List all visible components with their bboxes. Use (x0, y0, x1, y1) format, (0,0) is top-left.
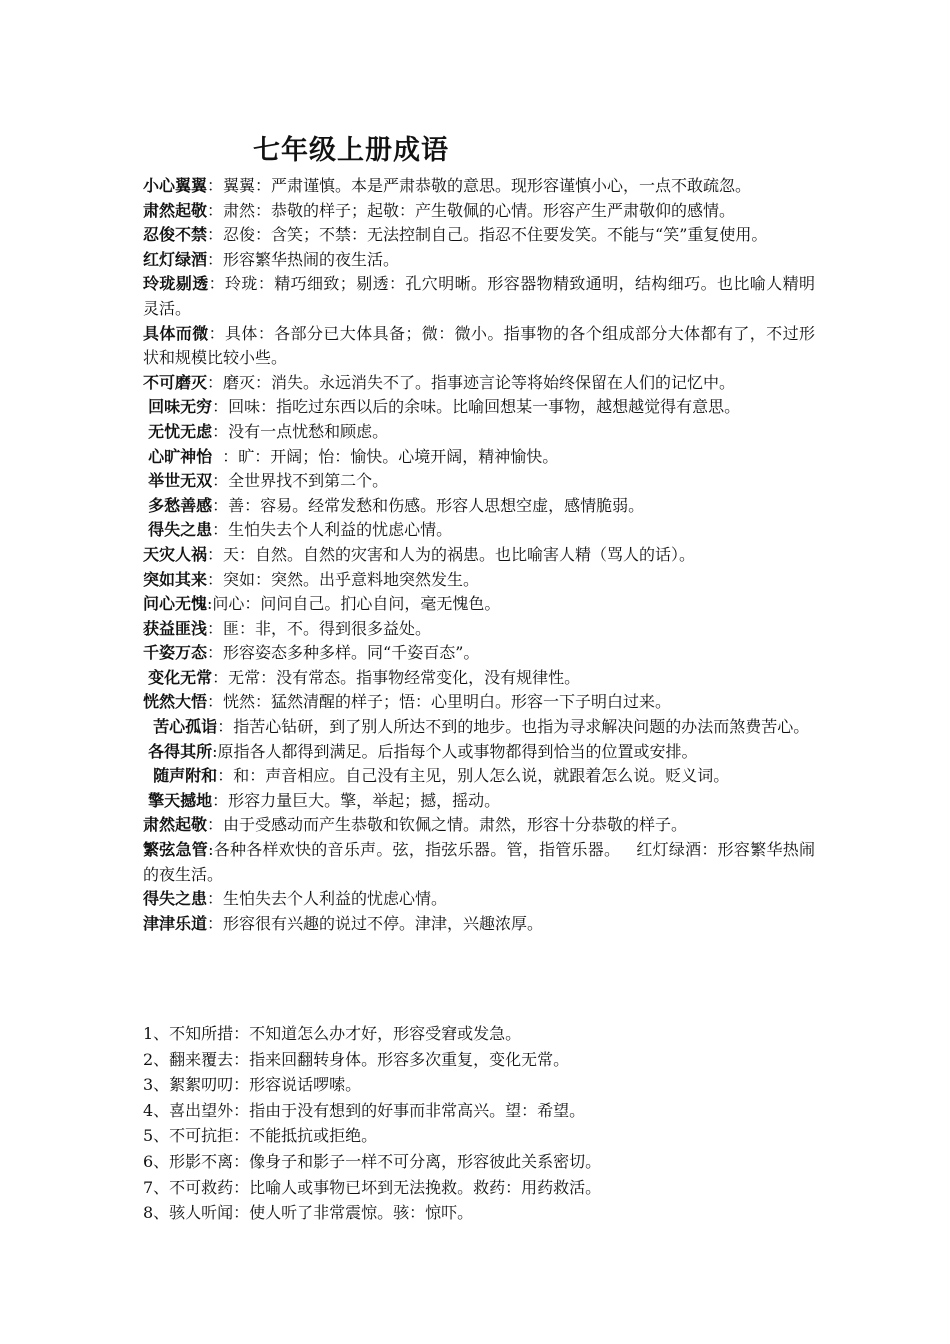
idiom-term: 获益匪浅 (143, 618, 208, 638)
numbered-idiom-list (143, 1021, 815, 1226)
idiom-definition: 旷：开阔；怡：愉快。心境开阔，精神愉快。 (238, 446, 559, 466)
idiom-definition: 形容力量巨大。擎，举起；撼，摇动。 (228, 790, 501, 810)
idiom-term: 红灯绿酒 (143, 249, 208, 269)
idiom-entry (143, 174, 815, 199)
term-separator: ： (207, 618, 224, 638)
idiom-entry (143, 518, 815, 543)
idiom-entry (143, 469, 815, 494)
idiom-entry (143, 223, 815, 248)
idiom-definition: 形容姿态多种多样。同“千姿百态”。 (223, 643, 480, 663)
idiom-entry (143, 813, 815, 838)
idiom-entry (143, 641, 815, 666)
idiom-entry (143, 690, 815, 715)
idiom-term: 随声附和 (153, 766, 218, 786)
term-separator: ： (207, 544, 224, 564)
numbered-idiom-item: 2、翻来覆去：指来回翻转身体。形容多次重复，变化无常。 (143, 1049, 570, 1069)
idiom-definition: 指苦心钻研，到了别人所达不到的地步。也指为寻求解决问题的办法而煞费苦心。 (233, 717, 810, 737)
idiom-definition: 磨灭：消失。永远消失不了。指事迹言论等将始终保留在人们的记忆中。 (223, 372, 736, 392)
idiom-entry (143, 445, 815, 470)
idiom-term: 苦心孤诣 (153, 717, 218, 737)
idiom-entry (143, 494, 815, 519)
idiom-term: 具体而微 (143, 323, 209, 343)
idiom-definition: 忍俊：含笑；不禁：无法控制自己。指忍不住要发笑。不能与“笑”重复使用。 (223, 225, 768, 245)
term-separator: ： (207, 225, 224, 245)
idiom-entry (143, 199, 815, 224)
idiom-entry (143, 617, 815, 642)
idiom-term: 心旷神怡 (148, 446, 213, 466)
idiom-term: 肃然起敬 (143, 815, 208, 835)
term-separator: ： (212, 421, 229, 441)
idiom-entry (143, 568, 815, 593)
idiom-definition: 玲珑：精巧细致；剔透：孔穴明晰。形容器物精致通明，结构细巧。也比喻人精明灵活。 (143, 274, 815, 318)
idiom-entry (143, 666, 815, 691)
term-separator: ： (217, 766, 234, 786)
idiom-definition: 恍然：猛然清醒的样子；悟：心里明白。形容一下子明白过来。 (223, 692, 672, 712)
term-separator: ： (207, 692, 224, 712)
idiom-entry (143, 395, 815, 420)
term-separator: ： (207, 249, 224, 269)
idiom-definition: 具体：各部分已大体具备；微：微小。指事物的各个组成部分大体都有了，不过形状和规模比较小些。 (143, 323, 815, 368)
term-separator: : (208, 840, 214, 860)
idiom-term: 举世无双 (148, 471, 213, 491)
term-separator: ： (212, 495, 229, 515)
idiom-term: 多愁善感 (148, 495, 213, 515)
idiom-entry (143, 740, 815, 765)
numbered-idiom-item: 7、不可救药：比喻人或事物已坏到无法挽救。救药：用药救活。 (143, 1177, 602, 1197)
idiom-list (143, 174, 815, 936)
idiom-definition: 原指各人都得到满足。后指每个人或事物都得到恰当的位置或安排。 (217, 741, 698, 761)
numbered-idiom-item: 1、不知所措：不知道怎么办才好，形容受窘或发急。 (143, 1024, 522, 1043)
term-separator: ： (212, 667, 229, 687)
numbered-idiom-item: 6、形影不离：像身子和影子一样不可分离，形容彼此关系密切。 (143, 1151, 602, 1171)
idiom-entry (143, 838, 815, 887)
numbered-idiom-item: 4、喜出望外：指由于没有想到的好事而非常高兴。望：希望。 (143, 1100, 586, 1120)
idiom-definition: 形容很有兴趣的说过不停。津津，兴趣浓厚。 (223, 913, 544, 933)
idiom-definition: 无常：没有常态。指事物经常变化，没有规律性。 (228, 667, 581, 687)
idiom-term: 回味无穷 (148, 397, 213, 417)
idiom-term: 各得其所 (148, 741, 213, 761)
idiom-term: 忍俊不禁 (143, 225, 208, 245)
numbered-idiom-item: 8、骇人听闻：使人听了非常震惊。骇：惊吓。 (143, 1203, 474, 1223)
idiom-entry (143, 322, 815, 371)
idiom-entry (143, 887, 815, 912)
term-separator: ： (208, 274, 226, 294)
term-separator: ： (212, 397, 229, 417)
idiom-entry (143, 371, 815, 396)
page-title: 七年级上册成语 (253, 135, 449, 166)
idiom-definition: 善：容易。经常发愁和伤感。形容人思想空虚，感情脆弱。 (228, 495, 645, 515)
idiom-term: 突如其来 (143, 569, 208, 589)
idiom-definition: 形容繁华热闹的夜生活。 (223, 249, 400, 269)
term-separator: ： (207, 372, 224, 392)
term-separator: ： (212, 471, 229, 491)
idiom-term: 问心无愧 (143, 594, 208, 614)
idiom-term: 玲珑剔透 (143, 274, 209, 294)
term-separator: ： (207, 176, 224, 195)
term-separator: : (207, 594, 213, 614)
idiom-definition: 和：声音相应。自己没有主见，别人怎么说，就跟着怎么说。贬义词。 (233, 766, 730, 786)
idiom-entry (143, 272, 815, 321)
term-separator: ： (212, 520, 229, 540)
term-separator: ： (212, 790, 229, 810)
term-separator: ： (207, 815, 224, 835)
idiom-definition: 匪：非，不。得到很多益处。 (223, 618, 432, 638)
idiom-term: 不可磨灭 (143, 372, 208, 392)
numbered-idiom-item: 5、不可抗拒：不能抵抗或拒绝。 (143, 1126, 378, 1146)
term-separator: ： (207, 200, 224, 220)
idiom-entry (143, 764, 815, 789)
idiom-definition: 生怕失去个人利益的忧虑心情。 (228, 520, 453, 540)
idiom-definition: 没有一点忧愁和顾虑。 (228, 421, 389, 441)
term-separator: ： (208, 323, 226, 343)
idiom-definition: 全世界找不到第二个。 (228, 471, 389, 491)
idiom-term: 擎天撼地 (148, 790, 213, 810)
idiom-entry (143, 248, 815, 273)
idiom-entry (143, 715, 815, 740)
idiom-definition: 生怕失去个人利益的忧虑心情。 (223, 889, 448, 909)
term-separator: ： (207, 913, 224, 933)
idiom-definition: 回味：指吃过东西以后的余味。比喻回想某一事物，越想越觉得有意思。 (228, 397, 741, 417)
idiom-term: 无忧无虑 (148, 421, 213, 441)
idiom-term: 得失之患 (143, 889, 208, 909)
idiom-entry (143, 543, 815, 568)
entry-indent (143, 766, 153, 785)
entry-indent (143, 717, 153, 736)
idiom-definition: 问心：问问自己。扪心自问，毫无愧色。 (212, 594, 501, 614)
idiom-definition: 天：自然。自然的灾害和人为的祸患。也比喻害人精（骂人的话）。 (223, 544, 696, 564)
idiom-definition: 翼翼：严肃谨慎。本是严肃恭敬的意思。现形容谨慎小心，一点不敢疏忽。 (223, 176, 752, 195)
term-separator: ： (207, 643, 224, 663)
idiom-definition: 肃然：恭敬的样子；起敬：产生敬佩的心情。形容产生严肃敬仰的感情。 (223, 200, 736, 220)
idiom-definition: 各种各样欢快的音乐声。弦，指弦乐器。管，指管乐器。 红灯绿酒：形容繁华热闹的夜生活。 (143, 840, 815, 884)
term-separator: ： (217, 717, 234, 737)
idiom-term: 繁弦急管 (143, 840, 209, 860)
idiom-term: 得失之患 (148, 520, 213, 540)
idiom-term: 千姿万态 (143, 643, 208, 663)
idiom-entry (143, 420, 815, 445)
idiom-term: 恍然大悟 (143, 692, 208, 712)
idiom-entry (143, 912, 815, 937)
idiom-entry (143, 789, 815, 814)
idiom-term: 津津乐道 (143, 913, 208, 933)
idiom-term: 天灾人祸 (143, 544, 208, 564)
term-separator: ： (207, 569, 224, 589)
term-separator: ： (212, 446, 239, 466)
idiom-definition: 由于受感动而产生恭敬和钦佩之情。肃然，形容十分恭敬的样子。 (223, 815, 688, 835)
idiom-definition: 突如：突然。出乎意料地突然发生。 (223, 569, 480, 589)
idiom-term: 变化无常 (148, 667, 213, 687)
numbered-idiom-item: 3、絮絮叨叨：形容说话啰嗦。 (143, 1075, 362, 1095)
idiom-term: 肃然起敬 (143, 200, 208, 220)
term-separator: ： (207, 889, 224, 909)
term-separator: : (212, 741, 218, 761)
idiom-term: 小心翼翼 (143, 176, 208, 195)
idiom-entry (143, 592, 815, 617)
